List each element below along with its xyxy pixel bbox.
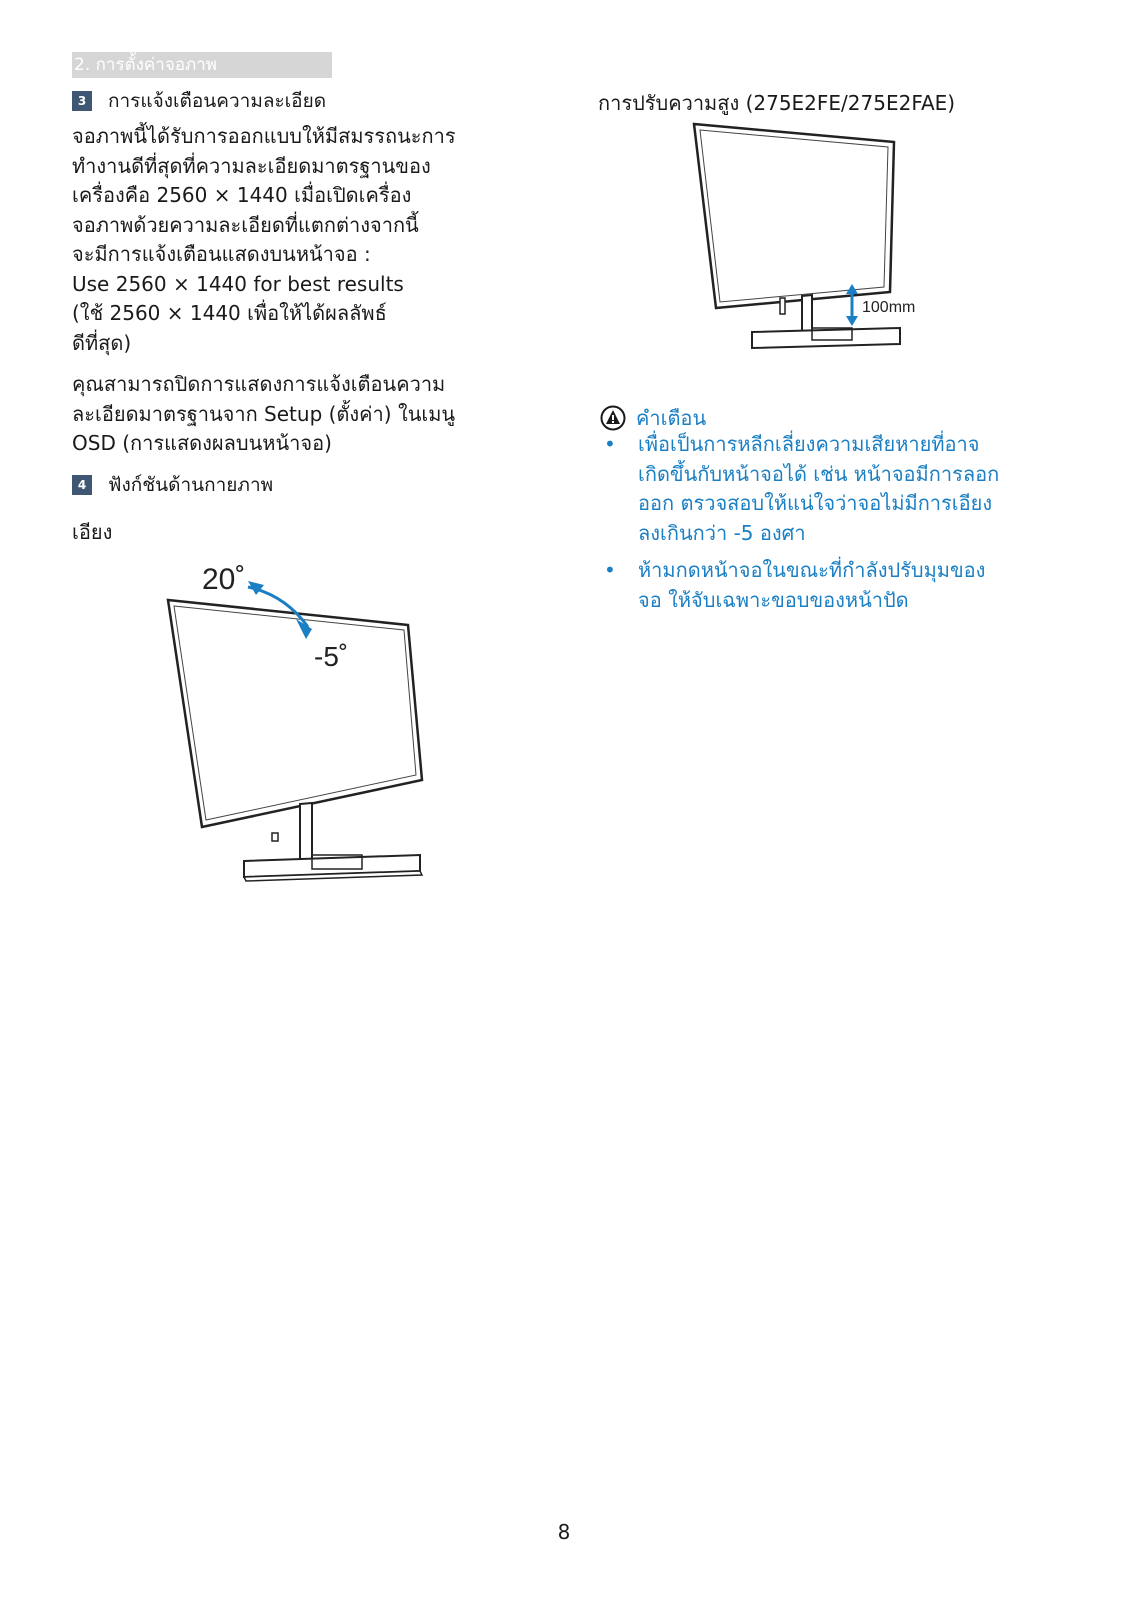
text-line: จอภาพด้วยความละเอียดที่แตกต่างจากนี้: [72, 212, 419, 237]
height-down-arrow-icon: [846, 316, 858, 326]
page-number: 8: [557, 1520, 571, 1544]
text-line: จอภาพนี้ได้รับการออกแบบให้มีสมรรถนะการ: [72, 124, 456, 148]
text-line: คุณสามารถปิดการแสดงการแจ้งเตือนความ: [72, 372, 446, 396]
stand-clip: [780, 298, 785, 314]
osd-paragraph: [72, 370, 522, 459]
section-title: ฟังก์ชันด้านกายภาพ: [108, 474, 274, 496]
section-number-badge: 3: [72, 91, 92, 111]
stand-clip: [272, 833, 278, 841]
text-line: (ใช้ 2560 × 1440 เพื่อให้ได้ผลลัพธ์: [72, 301, 387, 325]
text-line: ทำงานดีที่สุดที่ความละเอียดมาตรฐานของ: [72, 153, 431, 178]
warning-icon: [600, 405, 626, 431]
chapter-header: 2. การตั้งค่าจอภาพ: [72, 52, 332, 78]
text-line: เกิดขึ้นกับหน้าจอได้ เช่น หน้าจอมีการลอก: [638, 461, 1000, 486]
list-item: [604, 556, 1074, 615]
tilt-up-value: 20˚: [202, 563, 246, 596]
text-line: ออก ตรวจสอบให้แน่ใจว่าจอไม่มีการเอียง: [638, 491, 993, 515]
text-line: จอ ให้จับเฉพาะขอบของหน้าปัด: [638, 587, 909, 612]
height-illustration: [690, 120, 970, 370]
text-line: จะมีการแจ้งเตือนแสดงบนหน้าจอ :: [72, 242, 371, 266]
tilt-label: เอียง: [72, 520, 113, 544]
monitor-panel: [168, 600, 422, 827]
warning-title: คำเตือน: [636, 406, 707, 430]
text-line: Use 2560 × 1440 for best results: [72, 271, 404, 296]
section-number-badge: 4: [72, 475, 92, 495]
warning-list: [604, 430, 1074, 623]
height-range-value: 100mm: [862, 299, 916, 316]
text-line: OSD (การแสดงผลบนหน้าจอ): [72, 431, 332, 455]
tilt-illustration: [160, 555, 440, 895]
monitor-panel: [694, 124, 894, 308]
section-3-heading: [72, 88, 326, 114]
text-line: ลงเกินกว่า -5 องศา: [638, 520, 806, 545]
stand-base: [752, 328, 900, 348]
text-line: ละเอียดมาตรฐานจาก Setup (ตั้งค่า) ในเมนู: [72, 401, 456, 426]
list-item: [604, 430, 1074, 548]
resolution-paragraph: [72, 122, 522, 358]
bullet: •: [604, 432, 616, 456]
section-title: การแจ้งเตือนความละเอียด: [108, 90, 327, 112]
text-line: ดีที่สุด): [72, 330, 132, 355]
height-adjust-title: การปรับความสูง (275E2FE/275E2FAE): [598, 91, 956, 115]
text-line: เพื่อเป็นการหลีกเลี่ยงความเสียหายที่อาจ: [638, 432, 980, 456]
tilt-down-value: -5˚: [314, 641, 349, 672]
section-4-heading: [72, 472, 273, 498]
text-line: ห้ามกดหน้าจอในขณะที่กำลังปรับมุมของ: [638, 558, 986, 582]
text-line: เครื่องคือ 2560 × 1440 เมื่อเปิดเครื่อง: [72, 183, 412, 207]
bullet: •: [604, 558, 616, 582]
